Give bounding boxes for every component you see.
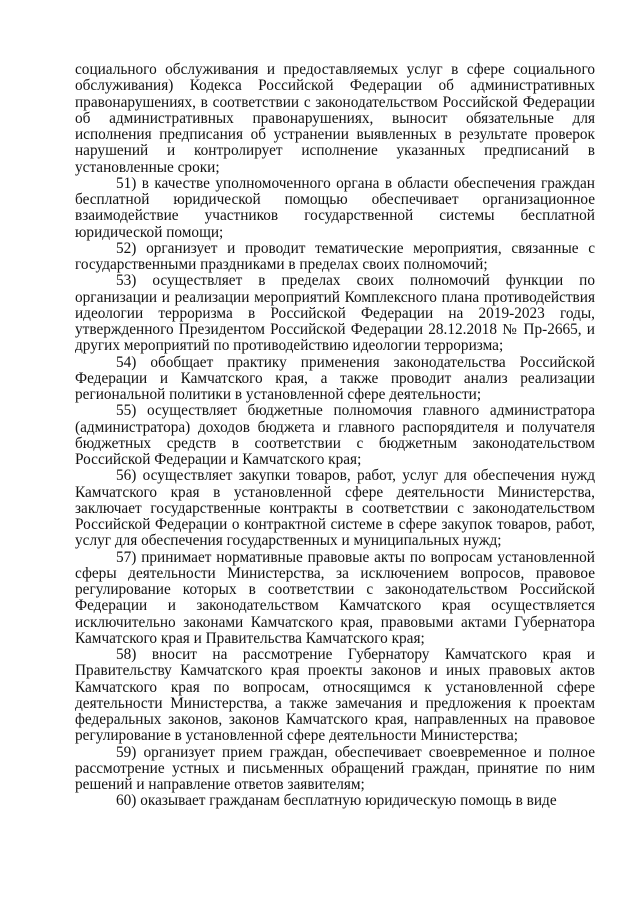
document-body [75,62,595,810]
paragraph-continuation: социального обслуживания и предоставляемых услуг в сфере социального обслуживания) Кодекса Российской Федерации об административных правонарушениях, в соответствии с законодательством Российской Федерации об административных правонарушениях, выносит обязательные для исполнения предписания об устранении выявленных в результате проверок нарушений и контролирует исполнение указанных предписаний в установленные сроки; [75,61,595,176]
paragraph-60: 60) оказывает гражданам бесплатную юридическую помощь в виде [116,792,557,810]
paragraph-52: 52) организует и проводит тематические мероприятия, связанные с государственными праздниками в пределах своих полномочий; [75,239,595,273]
paragraph-51: 51) в качестве уполномоченного органа в области обеспечения граждан бесплатной юридической помощью обеспечивает организационное взаимодействие участников государственной системы бесплатной юридической помощи; [75,174,595,241]
paragraph-54: 54) обобщает практику применения законодательства Российской Федерации и Камчатского края, а также проводит анализ реализации региональной политики в установленной сфере деятельности; [75,353,595,403]
paragraph-59: 59) организует прием граждан, обеспечивает своевременное и полное рассмотрение устных и письменных обращений граждан, принятие по ним решений и направление ответов заявителям; [75,743,595,793]
paragraph-55: 55) осуществляет бюджетные полномочия главного администратора (администратора) доходов бюджета и главного распорядителя и получателя бюджетных средств в соответствии с бюджетным законодательством Российской Федерации и Камчатского края; [75,402,595,468]
paragraph-57: 57) принимает нормативные правовые акты по вопросам установленной сферы деятельности Министерства, за исключением вопросов, правовое регулирование которых в соответствии с законодательством Российской Федерации и законодательством Камчатского края осуществляется исключительно законами Камчатского края, правовыми актами Губернатора Камчатского края и Правительства Камчатского края; [75,548,595,647]
paragraph-58: 58) вносит на рассмотрение Губернатору Камчатского края и Правительству Камчатского края проекты законов и иных правовых актов Камчатского края по вопросам, относящимся к установленной сфере деятельности Министерства, а также замечания и предложения к проектам федеральных законов, законов Камчатского края, направленных на правовое регулирование в установленной сфере деятельности Министерства; [75,646,595,745]
paragraph-53: 53) осуществляет в пределах своих полномочий функции по организации и реализации мероприятий Комплексного плана противодействия идеологии терроризма в Российской Федерации на 2019-2023 годы, утвержденного Президентом Российской Федерации 28.12.2018 № Пр-2665, и других мероприятий по противодействию идеологии терроризма; [75,272,595,355]
paragraph-56: 56) осуществляет закупки товаров, работ, услуг для обеспечения нужд Камчатского края в установленной сфере деятельности Министерства, заключает государственные контракты в соответствии с законодательством Российской Федерации о контрактной системе в сфере закупок товаров, работ, услуг для обеспечения государственных и муниципальных нужд; [75,467,595,550]
